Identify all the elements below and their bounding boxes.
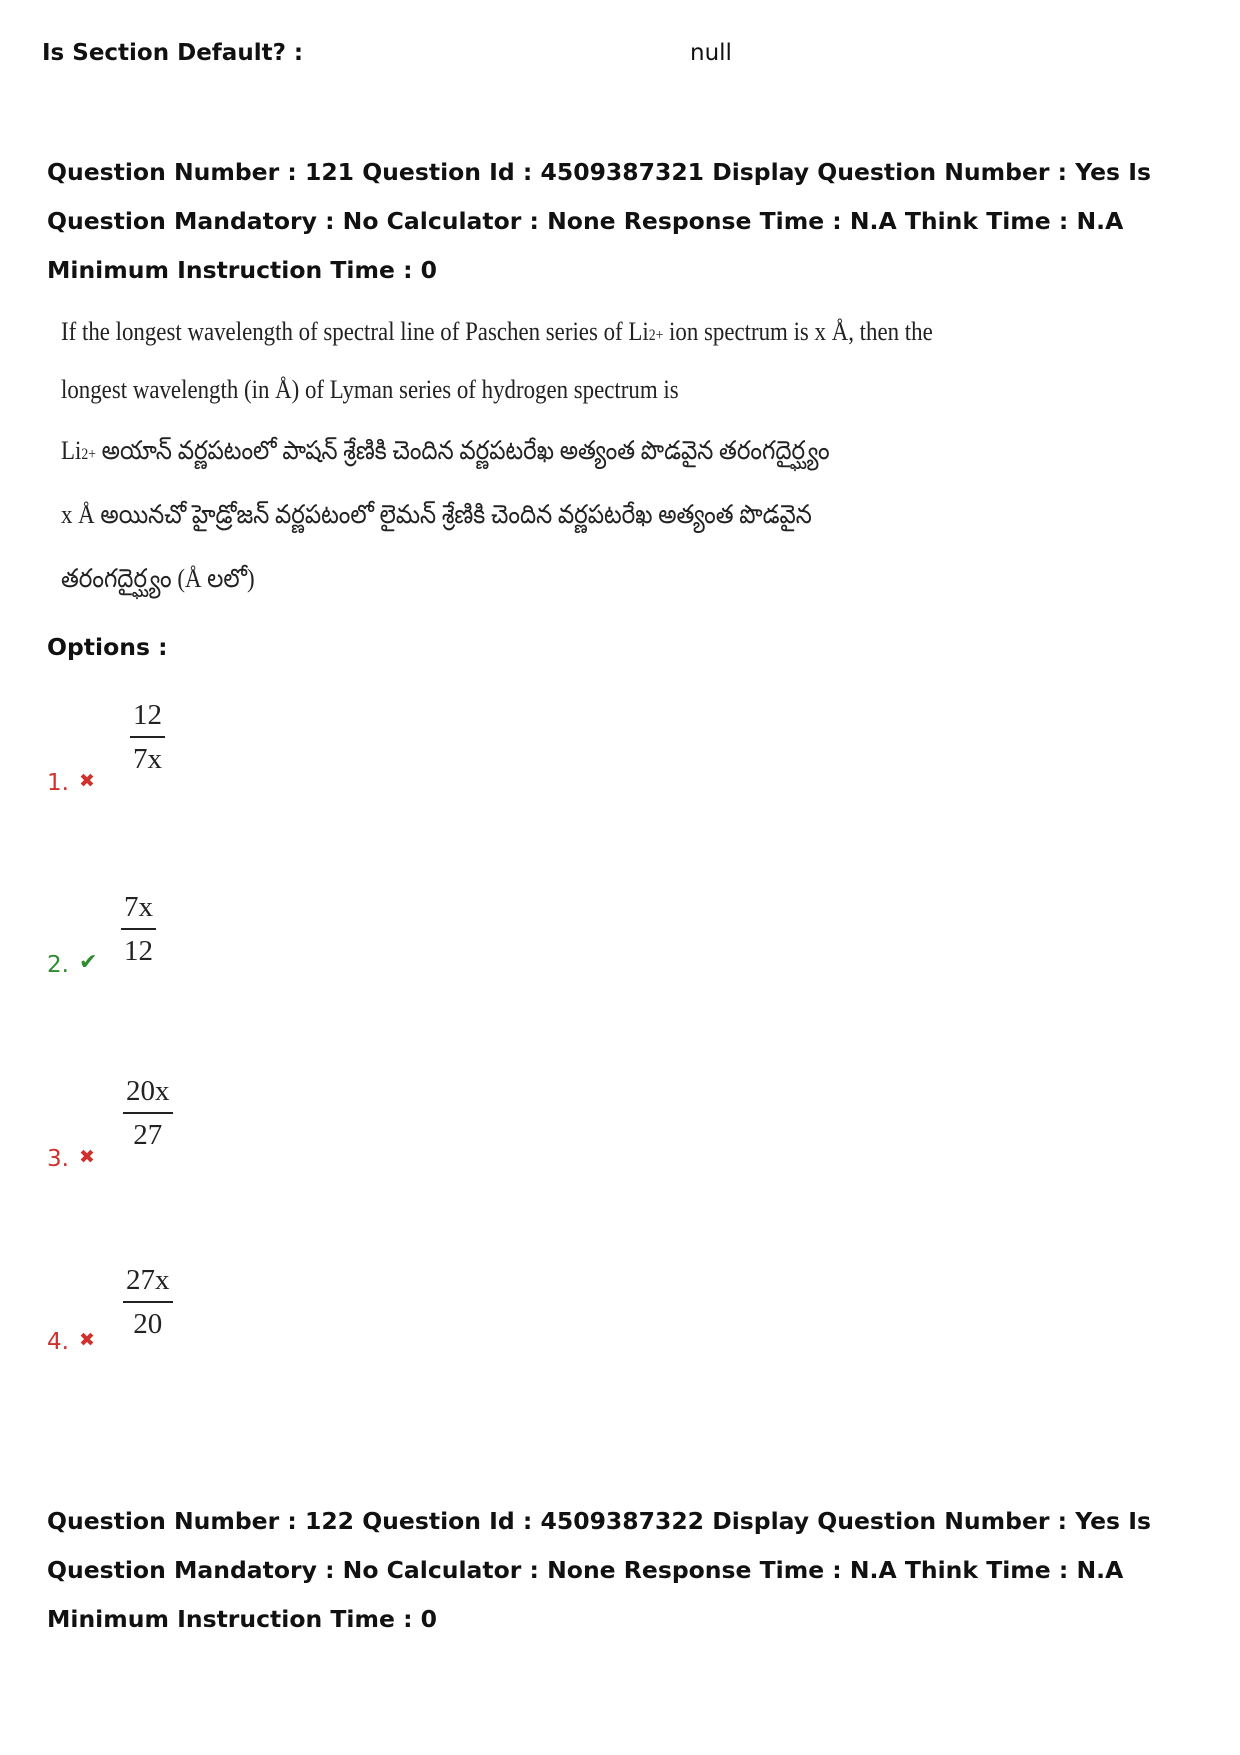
option-4: [47, 1255, 447, 1395]
option-number: 4.: [47, 1329, 69, 1355]
option-fraction: [130, 696, 165, 778]
fraction-numerator: 12: [133, 699, 162, 731]
section-default-value: null: [690, 40, 732, 66]
question-text-te-line1: $Li^{2+}$ అయాన్ వర్ణపటంలో పాషన్ శ్రేణికి చెందిన వర్ణపటరేఖ అత్యంత పొడవైన తరంగదైర్ఘ్యం: [61, 436, 830, 465]
question-121-text: [61, 303, 941, 611]
option-1: [47, 690, 447, 830]
question-text-te-line2: x Å అయినచో హైడ్రోజన్ వర్ణపటంలో లైమన్ శ్రేణికి చెందిన వర్ణపటరేఖ అత్యంత పొడవైన: [61, 500, 812, 529]
fraction-numerator: 20x: [126, 1075, 170, 1107]
option-number: 1.: [47, 770, 69, 796]
question-text-te-line3: తరంగదైర్ఘ్యం (Å లలో): [61, 564, 255, 593]
question-121-header: Question Number : 121 Question Id : 4509387321 Display Question Number : Yes Is Question Mandatory : No Calculator : None Response Time : N.A Think Time : N.A Minimum Instruction Time : 0: [47, 158, 1151, 284]
fraction-bar: [123, 1301, 173, 1303]
fraction-denominator: 27: [133, 1119, 163, 1151]
option-number: 2.: [47, 952, 69, 978]
check-icon: ✔: [79, 950, 98, 975]
fraction-denominator: 7x: [133, 743, 162, 775]
cross-icon: ✖: [79, 1329, 95, 1351]
option-fraction: [123, 1261, 173, 1343]
fraction-denominator: 12: [124, 935, 153, 967]
option-3: [47, 1066, 447, 1206]
cross-icon: ✖: [79, 770, 95, 792]
option-2: [47, 880, 447, 1020]
question-text-en-line1: If the longest wavelength of spectral line of Paschen series of $Li^{2+}$ ion spectrum is x Å, then the: [61, 317, 933, 346]
cross-icon: ✖: [79, 1146, 95, 1168]
fraction-bar: [123, 1112, 173, 1114]
fraction-numerator: 7x: [124, 891, 153, 923]
fraction-bar: [130, 736, 165, 738]
fraction-denominator: 20: [133, 1308, 163, 1340]
option-fraction: [121, 888, 156, 970]
section-default-row: [42, 40, 1192, 74]
fraction-numerator: 27x: [126, 1264, 170, 1296]
question-122-header: Question Number : 122 Question Id : 4509387322 Display Question Number : Yes Is Question Mandatory : No Calculator : None Response Time : N.A Think Time : N.A Minimum Instruction Time : 0: [47, 1507, 1151, 1633]
options-label: Options :: [47, 633, 168, 661]
fraction-bar: [121, 928, 156, 930]
section-default-label: Is Section Default? :: [42, 40, 304, 66]
option-fraction: [123, 1072, 173, 1154]
question-text-en-line2: longest wavelength (in Å) of Lyman series of hydrogen spectrum is: [61, 375, 679, 404]
option-number: 3.: [47, 1146, 69, 1172]
